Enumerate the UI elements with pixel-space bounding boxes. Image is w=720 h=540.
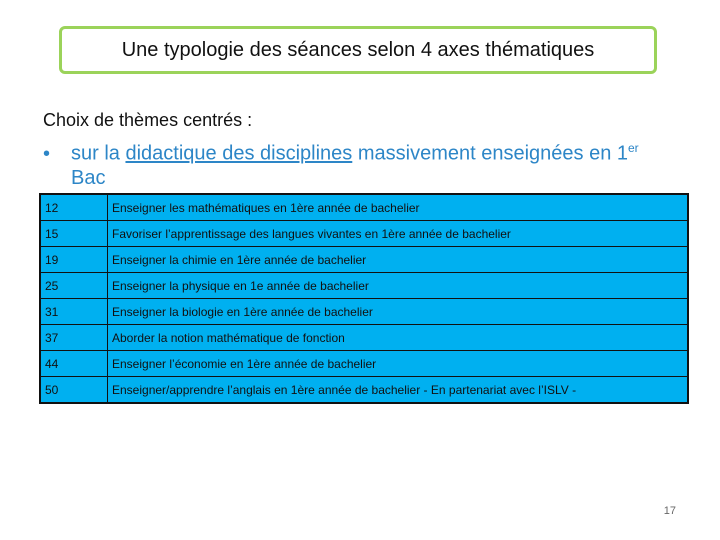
session-number-cell: 37 <box>40 325 108 351</box>
session-number-cell: 50 <box>40 377 108 404</box>
intro-text: Choix de thèmes centrés : <box>43 110 253 130</box>
page-number: 17 <box>663 505 676 517</box>
slide-title-box <box>59 26 657 74</box>
bullet-middle: massivement enseignées en 1 <box>352 142 628 165</box>
session-theme-cell: Enseigner/apprendre l’anglais en 1ère année de bachelier - En partenariat avec l’ISLV - <box>108 377 689 404</box>
themes-table <box>39 193 689 404</box>
table-row <box>40 194 688 221</box>
bullet-underlined-phrase: didactique des disciplines <box>125 142 353 165</box>
session-theme-cell: Enseigner les mathématiques en 1ère année de bachelier <box>108 194 689 221</box>
table-row <box>40 221 688 247</box>
table-row <box>40 351 688 377</box>
session-number-cell: 44 <box>40 351 108 377</box>
session-number-cell: 31 <box>40 299 108 325</box>
table-row <box>40 377 688 404</box>
table-row <box>40 299 688 325</box>
session-theme-cell: Enseigner la biologie en 1ère année de bachelier <box>108 299 689 325</box>
table-row <box>40 273 688 299</box>
session-theme-cell: Aborder la notion mathématique de fonction <box>108 325 689 351</box>
bullet-superscript: er <box>628 141 639 155</box>
bullet-prefix: sur la <box>71 142 126 165</box>
table-row <box>40 247 688 273</box>
session-number-cell: 25 <box>40 273 108 299</box>
slide-title: Une typologie des séances selon 4 axes thématiques <box>121 38 595 61</box>
bullet-item <box>43 136 693 190</box>
table-row <box>40 325 688 351</box>
session-number-cell: 12 <box>40 194 108 221</box>
bullet-continuation: Bac <box>71 166 106 189</box>
session-theme-cell: Enseigner l’économie en 1ère année de bachelier <box>108 351 689 377</box>
session-theme-cell: Enseigner la chimie en 1ère année de bachelier <box>108 247 689 273</box>
session-number-cell: 15 <box>40 221 108 247</box>
bullet-dot: • <box>43 142 51 165</box>
session-theme-cell: Favoriser l’apprentissage des langues vivantes en 1ère année de bachelier <box>108 221 689 247</box>
session-theme-cell: Enseigner la physique en 1e année de bachelier <box>108 273 689 299</box>
session-number-cell: 19 <box>40 247 108 273</box>
